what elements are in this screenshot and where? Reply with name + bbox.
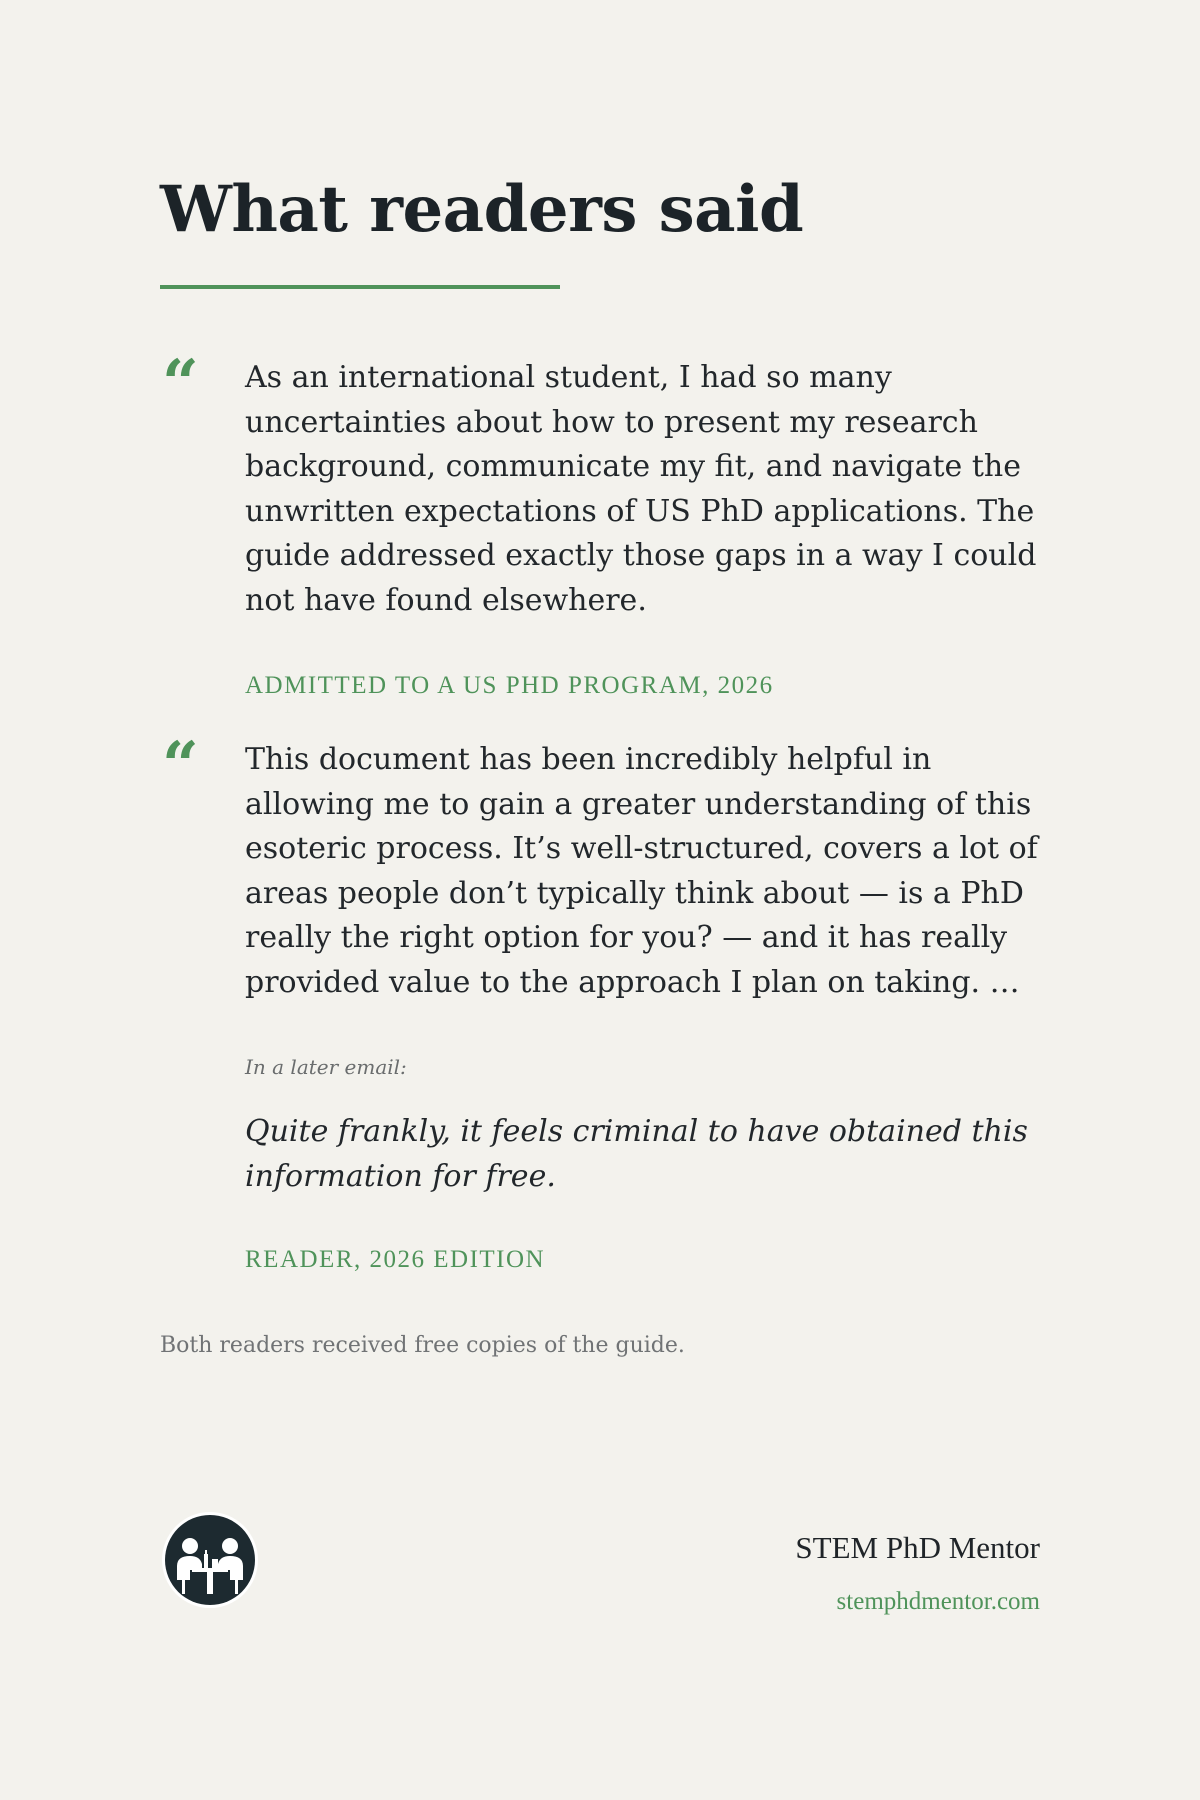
page-title: What readers said	[160, 172, 804, 247]
testimonial-attribution: READER, 2026 EDITION	[245, 1246, 546, 1273]
later-email-quote: Quite frankly, it feels criminal to have obtained this information for free.	[245, 1114, 1028, 1194]
logo-person-right-head	[222, 1538, 238, 1554]
quote-mark-icon: “	[162, 728, 199, 803]
logo-graphic	[160, 1510, 260, 1610]
logo-chair-leg-left	[182, 1580, 185, 1594]
logo-cup	[212, 1559, 218, 1568]
brand-url: stemphdmentor.com	[836, 1588, 1040, 1615]
logo-bottle-neck	[205, 1550, 207, 1555]
testimonial-quote: As an international student, I had so many uncertainties about how to present my research background, communicate my fit, and navigate the unwritten expectations of US PhD applications. The guide addressed exactly those gaps in a way I could not have found elsewhere.	[245, 360, 1037, 618]
testimonial-attribution: ADMITTED TO A US PHD PROGRAM, 2026	[245, 672, 774, 699]
quote-mark-icon: “	[162, 346, 199, 421]
mentor-meeting-logo-icon	[160, 1510, 260, 1610]
disclaimer-text: Both readers received free copies of the guide.	[160, 1333, 685, 1358]
title-underline	[160, 285, 560, 289]
logo-person-left-head	[182, 1538, 198, 1554]
later-email-note: In a later email:	[245, 1055, 407, 1079]
logo-table-leg	[207, 1572, 213, 1594]
logo-table-top	[192, 1568, 228, 1572]
logo-chair-leg-right	[235, 1580, 238, 1594]
brand-name: STEM PhD Mentor	[795, 1530, 1040, 1565]
logo-bottle	[204, 1554, 208, 1568]
testimonials-page	[160, 0, 1040, 1800]
testimonial-quote: This document has been incredibly helpful in allowing me to gain a greater understanding of this esoteric process. It’s well-structured, covers a lot of areas people don’t typically think about — is a PhD really the right option for you? — and it has really provided value to the approach I plan on taking. …	[245, 742, 1038, 1000]
